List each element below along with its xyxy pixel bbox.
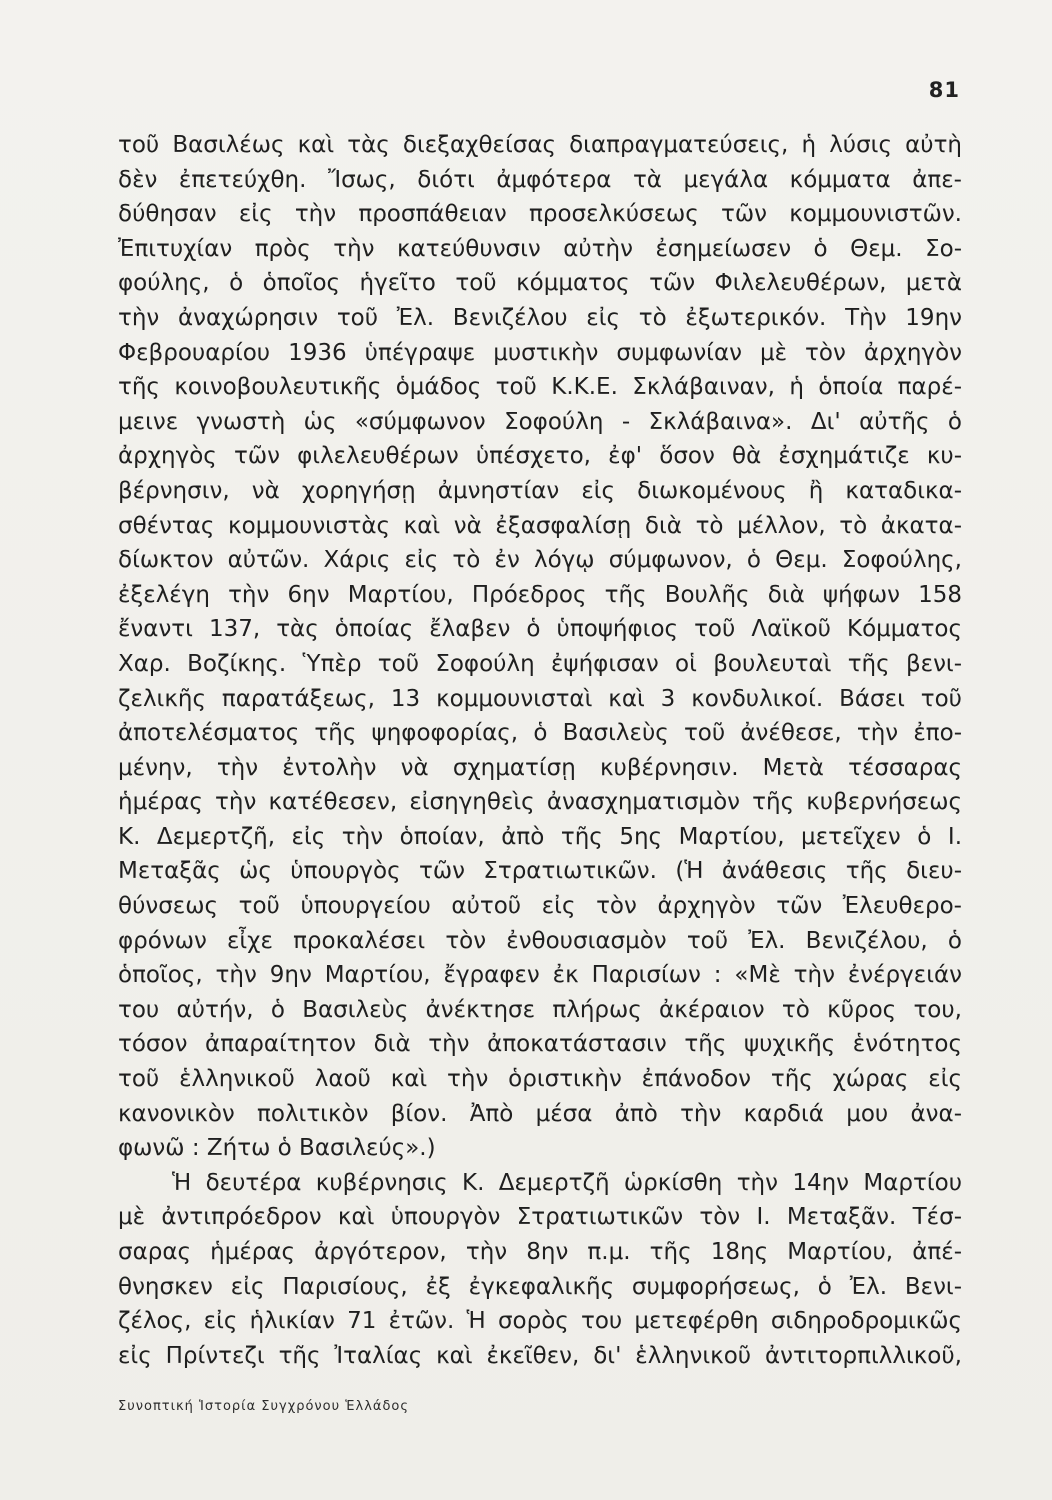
text-line: Φεβρουαρίου 1936 ὑπέγραψε μυστικὴν συμφωνίαν μὲ τὸν ἀρχηγὸν: [118, 339, 962, 366]
text-line: μὲ ἀντιπρόεδρον καὶ ὑπουργὸν Στρατιωτικῶν τὸν Ι. Μεταξᾶν. Τέσ-: [118, 1204, 962, 1231]
text-line: σθέντας κομμουνιστὰς καὶ νὰ ἐξασφαλίσῃ διὰ τὸ μέλλον, τὸ ἀκατα-: [118, 512, 962, 539]
text-line: δίωκτον αὐτῶν. Χάρις εἰς τὸ ἐν λόγῳ σύμφωνον, ὁ Θεμ. Σοφούλης,: [118, 547, 962, 574]
text-line: Κ. Δεμερτζῆ, εἰς τὴν ὁποίαν, ἀπὸ τῆς 5ης Μαρτίου, μετεῖχεν ὁ Ι.: [118, 823, 962, 850]
text-line: Χαρ. Βοζίκης. Ὑπὲρ τοῦ Σοφούλη ἐψήφισαν οἱ βουλευταὶ τῆς βενι-: [118, 650, 962, 677]
text-line: Μεταξᾶς ὡς ὑπουργὸς τῶν Στρατιωτικῶν. (Ἡ ἀνάθεσις τῆς διευ-: [118, 858, 962, 885]
text-line: Ἐπιτυχίαν πρὸς τὴν κατεύθυνσιν αὐτὴν ἐσημείωσεν ὁ Θεμ. Σο-: [118, 235, 962, 262]
text-line: δύθησαν εἰς τὴν προσπάθειαν προσελκύσεως τῶν κομμουνιστῶν.: [118, 201, 962, 228]
paragraph-end-line: φωνῶ : Ζήτω ὁ Βασιλεύς».): [118, 1135, 436, 1162]
text-line: τῆς κοινοβουλευτικῆς ὁμάδος τοῦ Κ.Κ.Ε. Σκλάβαιναν, ἡ ὁποία παρέ-: [118, 374, 962, 401]
text-line: ζελικῆς παρατάξεως, 13 κομμουνισταὶ καὶ 3 κονδυλικοί. Βάσει τοῦ: [118, 685, 962, 712]
text-line: μεινε γνωστὴ ὡς «σύμφωνον Σοφούλη - Σκλάβαινα». Δι' αὐτῆς ὁ: [118, 408, 962, 435]
text-line: του αὐτήν, ὁ Βασιλεὺς ἀνέκτησε πλήρως ἀκέραιον τὸ κῦρος του,: [118, 996, 962, 1023]
text-line: κανονικὸν πολιτικὸν βίον. Ἀπὸ μέσα ἀπὸ τὴν καρδιά μου ἀνα-: [118, 1100, 962, 1127]
text-line: ἀποτελέσματος τῆς ψηφοφορίας, ὁ Βασιλεὺς τοῦ ἀνέθεσε, τὴν ἐπο-: [118, 720, 962, 747]
page-footer: Συνοπτική Ἱστορία Συγχρόνου Ἑλλάδος: [118, 1399, 410, 1414]
text-line: ἔναντι 137, τὰς ὁποίας ἔλαβεν ὁ ὑποψήφιος τοῦ Λαϊκοῦ Κόμματος: [118, 616, 962, 643]
text-line: βέρνησιν, νὰ χορηγήσῃ ἀμνηστίαν εἰς διωκομένους ἢ καταδικα-: [118, 477, 962, 504]
text-line: τοῦ ἑλληνικοῦ λαοῦ καὶ τὴν ὁριστικὴν ἐπάνοδον τῆς χώρας εἰς: [118, 1066, 962, 1093]
text-line: ἡμέρας τὴν κατέθεσεν, εἰσηγηθεὶς ἀνασχηματισμὸν τῆς κυβερνήσεως: [118, 789, 962, 816]
text-line: φούλης, ὁ ὁποῖος ἡγεῖτο τοῦ κόμματος τῶν Φιλελευθέρων, μετὰ: [118, 270, 962, 297]
body-text: [118, 128, 962, 1373]
page-number: 81: [928, 78, 960, 102]
text-line: μένην, τὴν ἐντολὴν νὰ σχηματίσῃ κυβέρνησιν. Μετὰ τέσσαρας: [118, 754, 962, 781]
text-line: φρόνων εἶχε προκαλέσει τὸν ἐνθουσιασμὸν τοῦ Ἐλ. Βενιζέλου, ὁ: [118, 927, 962, 954]
text-line: θνησκεν εἰς Παρισίους, ἐξ ἐγκεφαλικῆς συμφορήσεως, ὁ Ἐλ. Βενι-: [118, 1273, 962, 1300]
text-line: δὲν ἐπετεύχθη. Ἴσως, διότι ἀμφότερα τὰ μεγάλα κόμματα ἀπε-: [118, 166, 962, 193]
text-line: ἐξελέγη τὴν 6ην Μαρτίου, Πρόεδρος τῆς Βουλῆς διὰ ψήφων 158: [118, 581, 962, 608]
text-line: τοῦ Βασιλέως καὶ τὰς διεξαχθείσας διαπραγματεύσεις, ἡ λύσις αὐτὴ: [118, 132, 962, 158]
text-line: εἰς Πρίντεζι τῆς Ἰταλίας καὶ ἐκεῖθεν, δι' ἑλληνικοῦ ἀντιτορπιλλικοῦ,: [118, 1342, 962, 1369]
text-line: τόσον ἀπαραίτητον διὰ τὴν ἀποκατάστασιν τῆς ψυχικῆς ἑνότητος: [118, 1031, 962, 1058]
paragraph-start-line: Ἡ δευτέρα κυβέρνησις Κ. Δεμερτζῆ ὡρκίσθη τὴν 14ην Μαρτίου: [172, 1169, 962, 1196]
text-line: ἀρχηγὸς τῶν φιλελευθέρων ὑπέσχετο, ἐφ' ὅσον θὰ ἐσχημάτιζε κυ-: [118, 443, 962, 470]
text-line: ζέλος, εἰς ἡλικίαν 71 ἐτῶν. Ἡ σορὸς του μετεφέρθη σιδηροδρομικῶς: [118, 1308, 962, 1335]
text-line: θύνσεως τοῦ ὑπουργείου αὐτοῦ εἰς τὸν ἀρχηγὸν τῶν Ἐλευθερο-: [118, 893, 962, 920]
text-line: σαρας ἡμέρας ἀργότερον, τὴν 8ην π.μ. τῆς 18ης Μαρτίου, ἀπέ-: [118, 1239, 962, 1265]
text-line: ὁποῖος, τὴν 9ην Μαρτίου, ἔγραφεν ἐκ Παρισίων : «Μὲ τὴν ἐνέργειάν: [118, 962, 962, 989]
text-line: τὴν ἀναχώρησιν τοῦ Ἐλ. Βενιζέλου εἰς τὸ ἐξωτερικόν. Τὴν 19ην: [118, 304, 962, 331]
